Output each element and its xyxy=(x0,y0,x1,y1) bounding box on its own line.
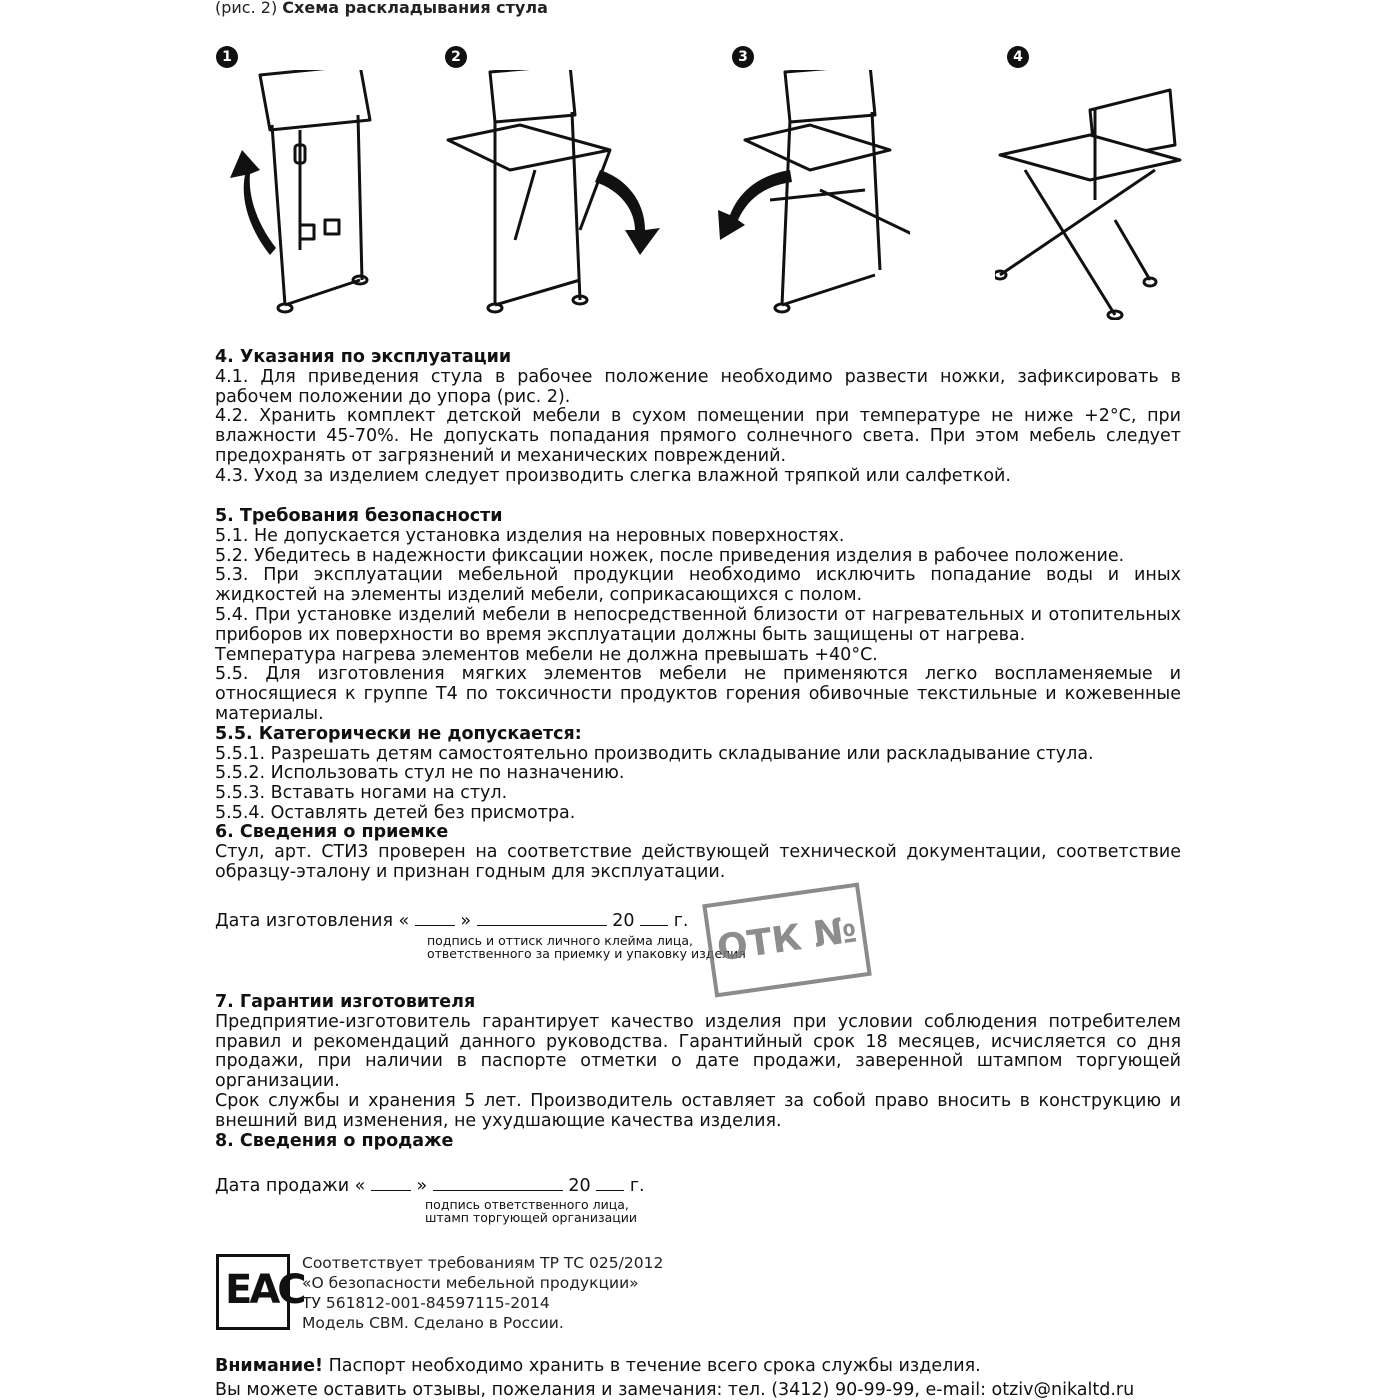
year-suffix: г. xyxy=(629,1176,645,1196)
rotate-arrow-icon xyxy=(595,170,660,255)
paragraph: 5.5. Для изготовления мягких элементов мебели не применяются легко воспламеняемые и относящиеся к группе Т4 по токсичности продуктов горения обивочные текстильные и кожевенные материалы. xyxy=(215,664,1181,724)
step-number-3: 3 xyxy=(732,46,754,68)
contacts-line: Вы можете оставить отзывы, пожелания и замечания: тел. (3412) 90-99-99, e-mail: otziv@nikaltd.ru xyxy=(215,1380,1135,1400)
signature-note xyxy=(425,1198,637,1224)
section-acceptance xyxy=(215,823,1181,882)
month-blank[interactable] xyxy=(477,909,607,926)
compliance-line: Модель СВМ. Сделано в России. xyxy=(302,1314,564,1332)
paragraph: Предприятие-изготовитель гарантирует качество изделия при условии соблюдения потребителем правил и рекомендаций данного руководства. Гарантийный срок 18 месяцев, исчисляется со дня продажи, при наличии в паспорте отметки о дате продажи, заверенной штампом торгующей организации. xyxy=(215,1011,1181,1092)
step-number-4: 4 xyxy=(1007,46,1029,68)
subsection-heading: 5.5. Категорически не допускается: xyxy=(215,723,582,744)
section-heading: 4. Указания по эксплуатации xyxy=(215,347,512,367)
folded-chair-illustration xyxy=(210,70,400,320)
attention-text: Паспорт необходимо хранить в течение всего срока службы изделия. xyxy=(328,1356,981,1376)
unfolding-chair-step2-illustration xyxy=(440,70,670,320)
paragraph: 4.3. Уход за изделием следует производить слегка влажной тряпкой или салфеткой. xyxy=(215,465,1011,486)
quote-close: » xyxy=(460,911,472,931)
paragraph: 5.4. При установке изделий мебели в непосредственной близости от нагревательных и отопительных приборов их поверхности во время эксплуатации должны быть защищены от нагрева. xyxy=(215,604,1181,645)
paragraph: 5.3. При эксплуатации мебельной продукции необходимо исключить попадание воды и иных жидкостей на элементы изделий мебели, соприкасающихся с полом. xyxy=(215,565,1181,606)
date-label: Дата изготовления « xyxy=(215,911,410,931)
quote-close: » xyxy=(416,1176,428,1196)
manufacture-date-field xyxy=(215,909,688,931)
paragraph: 5.5.1. Разрешать детям самостоятельно производить складывание или раскладывание стула. xyxy=(215,743,1094,764)
note-line: подпись и оттиск личного клейма лица, xyxy=(427,933,693,948)
paragraph: 5.1. Не допускается установка изделия на неровных поверхностях. xyxy=(215,525,845,546)
date-label: Дата продажи « xyxy=(215,1176,366,1196)
eac-logo xyxy=(216,1254,304,1330)
section-heading: 7. Гарантии изготовителя xyxy=(215,992,476,1012)
section-usage xyxy=(215,348,1181,487)
otk-stamp: ОТК № xyxy=(702,882,872,997)
step-number-1: 1 xyxy=(216,46,238,68)
paragraph: 5.5.2. Использовать стул не по назначению. xyxy=(215,763,625,784)
year-suffix: г. xyxy=(673,911,689,931)
paragraph: 5.5.4. Оставлять детей без присмотра. xyxy=(215,802,576,823)
note-line: подпись ответственного лица, xyxy=(425,1197,629,1212)
paragraph: 5.5.3. Вставать ногами на стул. xyxy=(215,783,508,804)
caption-title: Схема раскладывания стула xyxy=(282,0,548,17)
signature-note xyxy=(427,934,746,960)
paragraph: 4.1. Для приведения стула в рабочее положение необходимо развести ножки, зафиксировать в рабочем положении до упора (рис. 2). xyxy=(215,366,1181,407)
rotate-arrow-icon xyxy=(718,170,792,240)
section-heading: 8. Сведения о продаже xyxy=(215,1131,454,1151)
paragraph: 4.2. Хранить комплект детской мебели в сухом помещении при температуре не ниже +2°С, при влажности 45-70%. Не допускать попадания прямого солнечного света. При этом мебель следует предохранять от загрязнений и механических повреждений. xyxy=(215,406,1181,466)
section-safety xyxy=(215,507,1181,824)
note-line: штамп торгующей организации xyxy=(425,1210,638,1225)
attention-note xyxy=(215,1356,981,1376)
section-heading: 6. Сведения о приемке xyxy=(215,822,449,842)
rotate-arrow-icon xyxy=(230,150,276,255)
compliance-line: ТУ 561812-001-84597115-2014 xyxy=(302,1294,550,1312)
section-sale xyxy=(215,1132,1181,1152)
day-blank[interactable] xyxy=(415,909,455,926)
year-blank[interactable] xyxy=(640,909,668,926)
year-blank[interactable] xyxy=(596,1174,624,1191)
day-blank[interactable] xyxy=(371,1174,411,1191)
caption-prefix: (рис. 2) xyxy=(215,0,278,17)
figure-caption xyxy=(215,0,548,17)
compliance-line: «О безопасности мебельной продукции» xyxy=(302,1274,639,1292)
section-warranty xyxy=(215,993,1181,1132)
note-line: ответственного за приемку и упаковку изделия xyxy=(427,946,746,961)
month-blank[interactable] xyxy=(433,1174,563,1191)
unfolded-chair-illustration xyxy=(995,70,1195,320)
year-prefix: 20 xyxy=(612,911,635,931)
unfolding-chair-step3-illustration xyxy=(700,70,910,320)
compliance-line: Соответствует требованиям ТР ТС 025/2012 xyxy=(302,1254,664,1272)
section-heading: 5. Требования безопасности xyxy=(215,506,503,526)
paragraph: Стул, арт. СТИ3 проверен на соответствие действующей технической документации, соответствие образцу-эталону и признан годным для эксплуатации. xyxy=(215,841,1181,882)
attention-label: Внимание! xyxy=(215,1356,324,1376)
year-prefix: 20 xyxy=(568,1176,591,1196)
paragraph: Срок службы и хранения 5 лет. Производитель оставляет за собой право вносить в конструкцию и внешний вид изменения, не ухудшающие качества изделия. xyxy=(215,1090,1181,1131)
eac-logo-text: EAC xyxy=(225,1267,304,1313)
paragraph: Температура нагрева элементов мебели не должна превышать +40°С. xyxy=(215,644,878,665)
step-number-2: 2 xyxy=(445,46,467,68)
paragraph: 5.2. Убедитесь в надежности фиксации ножек, после приведения изделия в рабочее положение. xyxy=(215,545,1125,566)
compliance-info xyxy=(302,1253,663,1333)
sale-date-field xyxy=(215,1174,645,1196)
